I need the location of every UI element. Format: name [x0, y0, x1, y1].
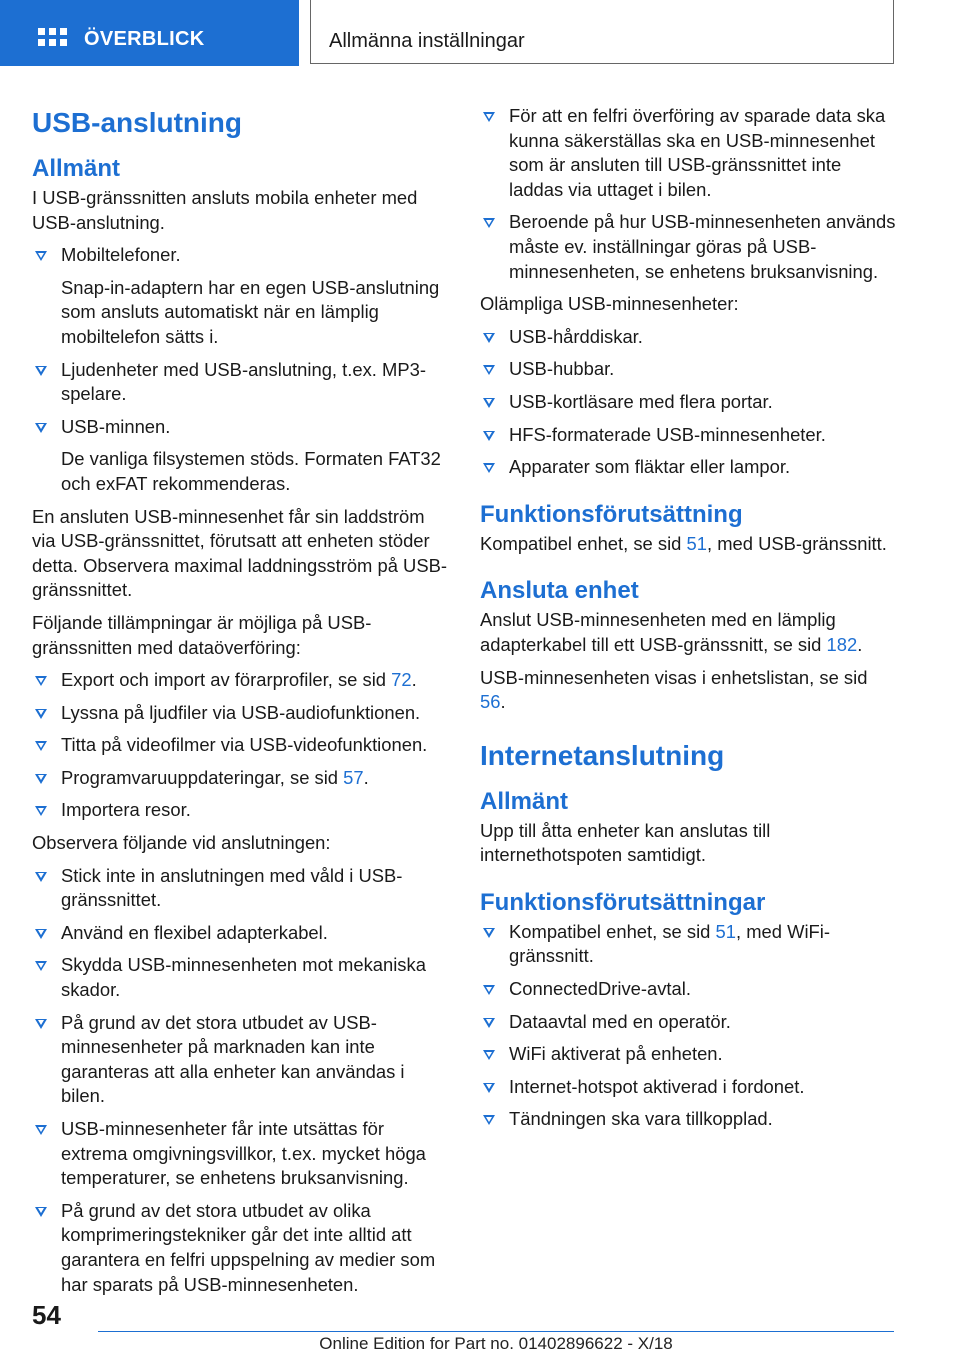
triangle-bullet-icon	[35, 872, 47, 882]
triangle-bullet-icon	[35, 741, 47, 751]
overview-label: ÖVERBLICK	[84, 28, 205, 50]
shown-paragraph: USB-minnesenheten visas i enhetslistan, se sid 56.	[480, 666, 868, 713]
list-item: Skydda USB-minnesenheten mot mekaniska skador.	[32, 953, 448, 1002]
triangle-bullet-icon	[35, 366, 47, 376]
internet-intro: Upp till åtta enheter kan anslutas till internethotspoten samtidigt.	[480, 819, 771, 866]
requirement-paragraph: Kompatibel enhet, se sid 51, med USB-gränssnitt.	[480, 532, 887, 554]
list-item: Programvaruuppdateringar, se sid 57.	[32, 766, 448, 791]
list-item: Apparater som fläktar eller lampor.	[480, 455, 896, 480]
triangle-bullet-icon	[35, 961, 47, 971]
list-item: Export och import av förarprofiler, se sid 72.	[32, 668, 448, 693]
apps-list	[32, 668, 448, 823]
list-item: Beroende på hur USB-minnesenheten används måste ev. inställningar göras på USB-minnesenheten, se enhetens bruksanvisning.	[480, 210, 896, 284]
triangle-bullet-icon	[35, 423, 47, 433]
list-item: USB-hubbar.	[480, 357, 896, 382]
page-header	[0, 0, 960, 66]
list-item: ConnectedDrive-avtal.	[480, 977, 896, 1002]
connect-paragraph: Anslut USB-minnesenheten med en lämplig adapterkabel till ett USB-gränssnitt, se sid 182.	[480, 609, 863, 655]
connect-heading: Ansluta enhet	[480, 577, 639, 605]
page-link[interactable]: 51	[715, 920, 736, 942]
triangle-bullet-icon	[483, 398, 495, 408]
unsuitable-intro: Olämpliga USB-minnesenheter:	[480, 293, 739, 315]
list-item: Mobiltelefoner. Snap-in-adaptern har en egen USB-anslutning som ansluts automatiskt när en lämplig mobiltelefon sätts i.	[32, 243, 448, 349]
triangle-bullet-icon	[483, 985, 495, 995]
triangle-bullet-icon	[483, 1018, 495, 1028]
page-number: 54	[32, 1300, 61, 1330]
list-item: På grund av det stora utbudet av USB-minnesenheter på marknaden kan inte garanteras att alla enheter kan användas i bilen.	[32, 1011, 448, 1109]
list-item: USB-kortläsare med flera portar.	[480, 390, 896, 415]
internet-requirement-list	[480, 920, 896, 1132]
grid-icon	[38, 28, 68, 52]
list-item: USB-minnesenheter får inte utsättas för extrema omgivningsvillkor, t.ex. mycket höga temperaturer, se enhetens bruksanvisning.	[32, 1117, 448, 1191]
section-tab-label: Allmänna inställningar	[329, 30, 525, 52]
triangle-bullet-icon	[35, 709, 47, 719]
section-tab[interactable]	[310, 0, 894, 64]
triangle-bullet-icon	[483, 463, 495, 473]
page-link[interactable]: 57	[343, 766, 364, 788]
left-column	[32, 96, 448, 1305]
triangle-bullet-icon	[483, 112, 495, 122]
internet-general-heading: Allmänt	[480, 787, 569, 815]
triangle-bullet-icon	[483, 928, 495, 938]
charging-paragraph: En ansluten USB-minnesenhet får sin laddström via USB-gränssnittet, förutsatt att enheten stöder detta. Observera maximal laddningsström på USB-gränssnittet.	[32, 505, 447, 601]
requirement-heading: Funktionsförutsättning	[480, 500, 743, 528]
list-item: Ljudenheter med USB-anslutning, t.ex. MP3-spelare.	[32, 358, 448, 407]
footer-divider	[98, 1331, 894, 1332]
triangle-bullet-icon	[483, 365, 495, 375]
triangle-bullet-icon	[483, 218, 495, 228]
triangle-bullet-icon	[35, 806, 47, 816]
list-item: Importera resor.	[32, 798, 448, 823]
triangle-bullet-icon	[35, 1207, 47, 1217]
overview-button[interactable]	[0, 0, 299, 66]
list-item: Stick inte in anslutningen med våld i USB-gränssnittet.	[32, 864, 448, 913]
triangle-bullet-icon	[35, 1019, 47, 1029]
triangle-bullet-icon	[483, 1050, 495, 1060]
page-link[interactable]: 182	[826, 633, 858, 655]
triangle-bullet-icon	[483, 333, 495, 343]
list-item: HFS-formaterade USB-minnesenheter.	[480, 423, 896, 448]
list-item: USB-minnen. De vanliga filsystemen stöds. Formaten FAT32 och exFAT rekommenderas.	[32, 415, 448, 497]
list-item: Titta på videofilmer via USB-videofunktionen.	[32, 733, 448, 758]
list-item: Internet-hotspot aktiverad i fordonet.	[480, 1075, 896, 1100]
triangle-bullet-icon	[483, 431, 495, 441]
list-item: Kompatibel enhet, se sid 51, med WiFi-gränssnitt.	[480, 920, 896, 969]
triangle-bullet-icon	[483, 1083, 495, 1093]
continued-list	[480, 104, 896, 284]
list-item: Lyssna på ljudfiler via USB-audiofunktionen.	[32, 701, 448, 726]
internet-title: Internetanslutning	[480, 739, 725, 771]
page-link[interactable]: 51	[686, 532, 707, 554]
observe-intro: Observera följande vid anslutningen:	[32, 832, 331, 854]
list-item: Använd en flexibel adapterkabel.	[32, 921, 448, 946]
page-link[interactable]: 72	[391, 669, 412, 691]
section-title: USB-anslutning	[32, 107, 242, 138]
list-item: För att en felfri överföring av sparade data ska kunna säkerställas ska en USB-minnesenhet som är ansluten till USB-gränssnittet inte laddas via uttaget i bilen.	[480, 104, 896, 202]
right-column	[480, 104, 896, 1140]
list-item: Dataavtal med en operatör.	[480, 1010, 896, 1035]
apps-intro: Följande tillämpningar är möjliga på USB-gränssnitten med dataöverföring:	[32, 611, 372, 658]
triangle-bullet-icon	[35, 929, 47, 939]
observe-list	[32, 864, 448, 1298]
list-item: WiFi aktiverat på enheten.	[480, 1042, 896, 1067]
intro-paragraph: I USB-gränssnitten ansluts mobila enheter med USB-anslutning.	[32, 187, 418, 233]
list-item: På grund av det stora utbudet av olika komprimeringstekniker går det inte alltid att garantera en felfri uppspelning av medier som har sparats på USB-minnesenheten.	[32, 1199, 448, 1297]
triangle-bullet-icon	[483, 1115, 495, 1125]
device-list	[32, 243, 448, 496]
internet-requirement-heading: Funktionsförutsättningar	[480, 888, 766, 916]
triangle-bullet-icon	[35, 251, 47, 261]
triangle-bullet-icon	[35, 676, 47, 686]
general-heading: Allmänt	[32, 155, 121, 182]
list-item: USB-hårddiskar.	[480, 325, 896, 350]
unsuitable-list	[480, 325, 896, 480]
list-item: Tändningen ska vara tillkopplad.	[480, 1107, 896, 1132]
page-link[interactable]: 56	[480, 691, 501, 713]
footer-edition: Online Edition for Part no. 01402896622 - X/18	[319, 1334, 673, 1353]
triangle-bullet-icon	[35, 1125, 47, 1135]
triangle-bullet-icon	[35, 774, 47, 784]
